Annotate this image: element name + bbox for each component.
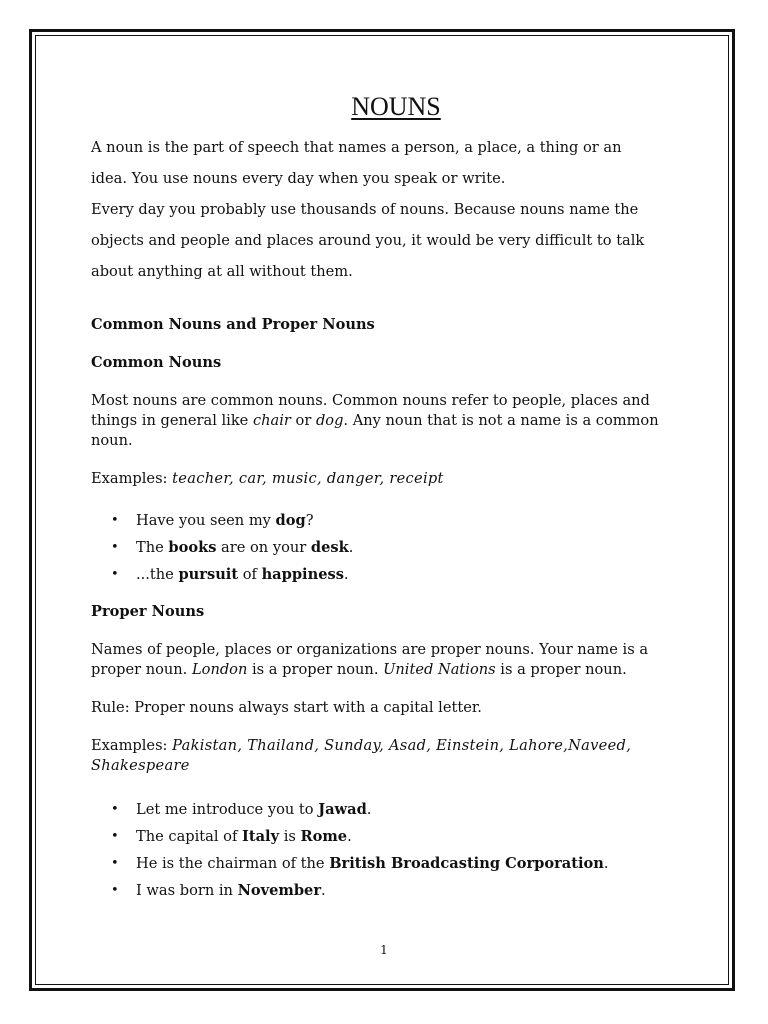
list-item bbox=[91, 823, 691, 850]
item-noun: dog bbox=[275, 512, 306, 529]
examples-list: Pakistan, Thailand, Sunday, Asad, Einstein, Lahore,Naveed, Shakespeare bbox=[91, 737, 632, 774]
item-noun: Jawad bbox=[318, 801, 367, 818]
example-word: chair bbox=[252, 412, 291, 429]
document-page bbox=[91, 92, 691, 904]
list-item bbox=[91, 877, 691, 904]
item-text: He is the chairman of the bbox=[136, 855, 330, 872]
paragraph-text: . Any noun that is not a name is a common noun. bbox=[91, 412, 659, 449]
intro-line: idea. You use nouns every day when you speak or write. bbox=[91, 170, 506, 187]
example-word: United Nations bbox=[383, 661, 496, 678]
item-noun: desk bbox=[310, 539, 349, 556]
item-text: . bbox=[321, 882, 326, 899]
proper-bullet-list bbox=[91, 796, 691, 904]
item-text: is bbox=[279, 828, 301, 845]
item-text: Let me introduce you to bbox=[136, 801, 319, 818]
item-noun: pursuit bbox=[178, 566, 239, 583]
item-noun: November bbox=[237, 882, 322, 899]
item-noun: British Broadcasting Corporation bbox=[329, 855, 604, 872]
item-text: are on your bbox=[216, 539, 311, 556]
page-number: 1 bbox=[380, 943, 388, 957]
item-text: The capital of bbox=[136, 828, 242, 845]
item-noun: Rome bbox=[300, 828, 348, 845]
item-text: . bbox=[347, 828, 352, 845]
item-text: . bbox=[603, 855, 609, 872]
section-heading: Common Nouns and Proper Nouns bbox=[91, 316, 375, 333]
common-nouns-paragraph bbox=[91, 391, 691, 451]
proper-nouns-paragraph bbox=[91, 640, 691, 680]
intro-line: A noun is the part of speech that names a person, a place, a thing or an bbox=[91, 139, 622, 156]
item-text: The bbox=[136, 539, 169, 556]
list-item bbox=[91, 534, 691, 561]
list-item bbox=[91, 561, 691, 588]
paragraph-text: Most nouns are common nouns. Common nouns refer to people, places and things in general like bbox=[91, 392, 650, 429]
list-item bbox=[91, 850, 691, 877]
examples-label: Examples: bbox=[91, 470, 173, 487]
common-nouns-heading: Common Nouns bbox=[91, 354, 222, 371]
paragraph-text: is a proper noun. bbox=[247, 661, 384, 678]
common-bullet-list bbox=[91, 507, 691, 588]
item-text: Have you seen my bbox=[136, 512, 276, 529]
paragraph-text: Names of people, places or organizations are proper nouns. Your name is a proper noun. bbox=[91, 641, 649, 678]
item-noun: books bbox=[168, 539, 217, 556]
list-item bbox=[91, 507, 691, 534]
intro-line: objects and people and places around you, it would be very difficult to talk bbox=[91, 232, 645, 249]
paragraph-text: is a proper noun. bbox=[495, 661, 627, 678]
item-text: ? bbox=[305, 512, 314, 529]
example-word: London bbox=[191, 661, 248, 678]
list-item bbox=[91, 796, 691, 823]
examples-list: teacher, car, music, danger, receipt bbox=[172, 470, 444, 487]
item-noun: Italy bbox=[242, 828, 280, 845]
proper-examples bbox=[91, 736, 691, 776]
item-text: . bbox=[366, 801, 372, 818]
page-title: NOUNS bbox=[351, 92, 441, 121]
intro-line: Every day you probably use thousands of nouns. Because nouns name the bbox=[91, 201, 639, 218]
item-noun: happiness bbox=[261, 566, 344, 583]
paragraph-text: or bbox=[290, 412, 316, 429]
examples-label: Examples: bbox=[91, 737, 173, 754]
example-word: dog bbox=[315, 412, 344, 429]
item-text: I was born in bbox=[136, 882, 238, 899]
item-text: ...the bbox=[136, 566, 179, 583]
rule-text: Rule: Proper nouns always start with a capital letter. bbox=[91, 699, 482, 716]
item-text: . bbox=[348, 539, 354, 556]
item-text: of bbox=[238, 566, 262, 583]
common-examples bbox=[91, 469, 691, 489]
intro-line: about anything at all without them. bbox=[91, 263, 353, 280]
item-text: . bbox=[343, 566, 349, 583]
proper-nouns-heading: Proper Nouns bbox=[91, 603, 205, 620]
